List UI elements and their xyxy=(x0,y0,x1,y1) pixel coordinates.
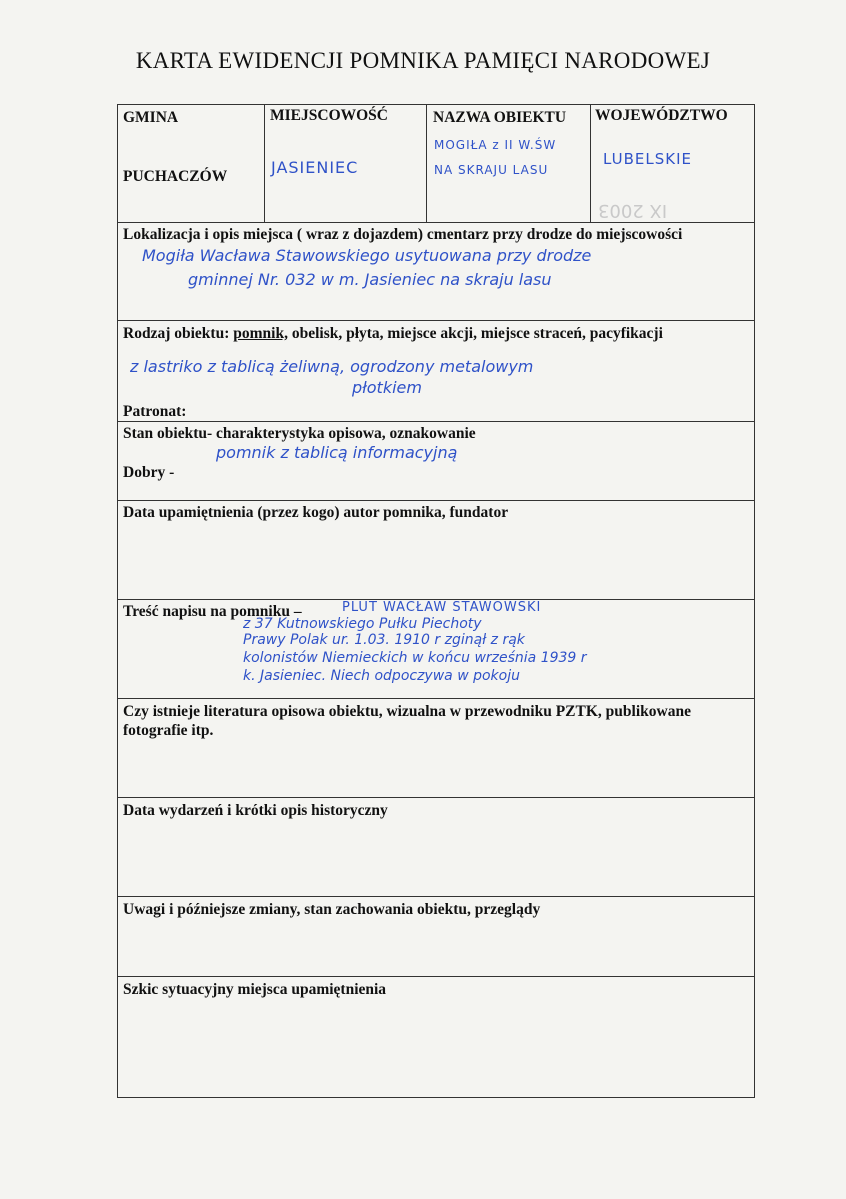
gmina-label: GMINA xyxy=(123,109,179,126)
rodzaj-label-rest: obelisk, płyta, miejsce akcji, miejsce straceń, pacyfikacji xyxy=(287,325,663,342)
rodzaj-line2: płotkiem xyxy=(352,378,422,397)
szkic-label: Szkic sytuacyjny miejsca upamiętnienia xyxy=(123,981,387,998)
row-divider xyxy=(117,320,754,321)
nazwa-obiektu-label: NAZWA OBIEKTU xyxy=(433,109,567,126)
uwagi-label: Uwagi i późniejsze zmiany, stan zachowania obiektu, przeglądy xyxy=(123,901,541,918)
rodzaj-label-prefix: Rodzaj obiektu: xyxy=(123,325,234,342)
miejscowosc-label: MIEJSCOWOŚĆ xyxy=(270,107,388,124)
literatura-label-line1: Czy istnieje literatura opisowa obiektu, wizualna w przewodniku PZTK, publikowane xyxy=(123,703,691,720)
row-divider xyxy=(117,976,754,977)
rodzaj-selected: pomnik, xyxy=(233,325,288,342)
tresc-line3: Prawy Polak ur. 1.03. 1910 r zginął z rąk xyxy=(243,632,525,648)
rodzaj-line1: z lastriko z tablicą żeliwną, ogrodzony metalowym xyxy=(130,357,534,376)
data-upamietnienia-label: Data upamiętnienia (przez kogo) autor pomnika, fundator xyxy=(123,504,509,521)
wojewodztwo-value: LUBELSKIE xyxy=(603,150,692,168)
row-divider xyxy=(117,421,754,422)
literatura-label-line2: fotografie itp. xyxy=(123,722,214,739)
header-divider xyxy=(264,104,265,222)
rodzaj-label xyxy=(123,325,663,343)
tresc-line1: PLUT WACŁAW STAWOWSKI xyxy=(342,600,542,615)
stan-label: Stan obiektu- charakterystyka opisowa, oznakowanie xyxy=(123,425,476,442)
tresc-line4: kolonistów Niemieckich w końcu września 1939 r xyxy=(243,650,587,666)
header-divider xyxy=(590,104,591,222)
faint-stamp: IX 2003 xyxy=(598,200,668,221)
header-divider xyxy=(426,104,427,222)
tresc-line5: k. Jasieniec. Niech odpoczywa w pokoju xyxy=(243,668,520,684)
row-divider xyxy=(117,698,754,699)
row-divider xyxy=(117,500,754,501)
lokalizacja-line1: Mogiła Wacława Stawowskiego usytuowana przy drodze xyxy=(142,246,592,265)
row-divider xyxy=(117,797,754,798)
stan-line1: pomnik z tablicą informacyjną xyxy=(216,443,458,462)
nazwa-obiektu-line1: MOGIŁA z II W.ŚW xyxy=(434,138,557,152)
tresc-line2: z 37 Kutnowskiego Pułku Piechoty xyxy=(243,616,482,632)
patronat-label: Patronat: xyxy=(123,403,187,420)
row-divider xyxy=(117,896,754,897)
document-title: KARTA EWIDENCJI POMNIKA PAMIĘCI NARODOWEJ xyxy=(135,48,711,73)
lokalizacja-line2: gminnej Nr. 032 w m. Jasieniec na skraju lasu xyxy=(188,270,552,289)
miejscowosc-value: JASIENIEC xyxy=(271,158,359,177)
gmina-value: PUCHACZÓW xyxy=(123,168,228,185)
stan-value-label: Dobry - xyxy=(123,464,175,481)
wojewodztwo-label: WOJEWÓDZTWO xyxy=(595,107,728,124)
tresc-label: Treść napisu na pomniku – xyxy=(123,603,302,620)
data-wydarzen-label: Data wydarzeń i krótki opis historyczny xyxy=(123,802,388,819)
lokalizacja-label: Lokalizacja i opis miejsca ( wraz z dojazdem) cmentarz przy drodze do miejscowości xyxy=(123,226,683,243)
nazwa-obiektu-line2: NA SKRAJU LASU xyxy=(434,163,549,177)
row-divider xyxy=(117,222,754,223)
